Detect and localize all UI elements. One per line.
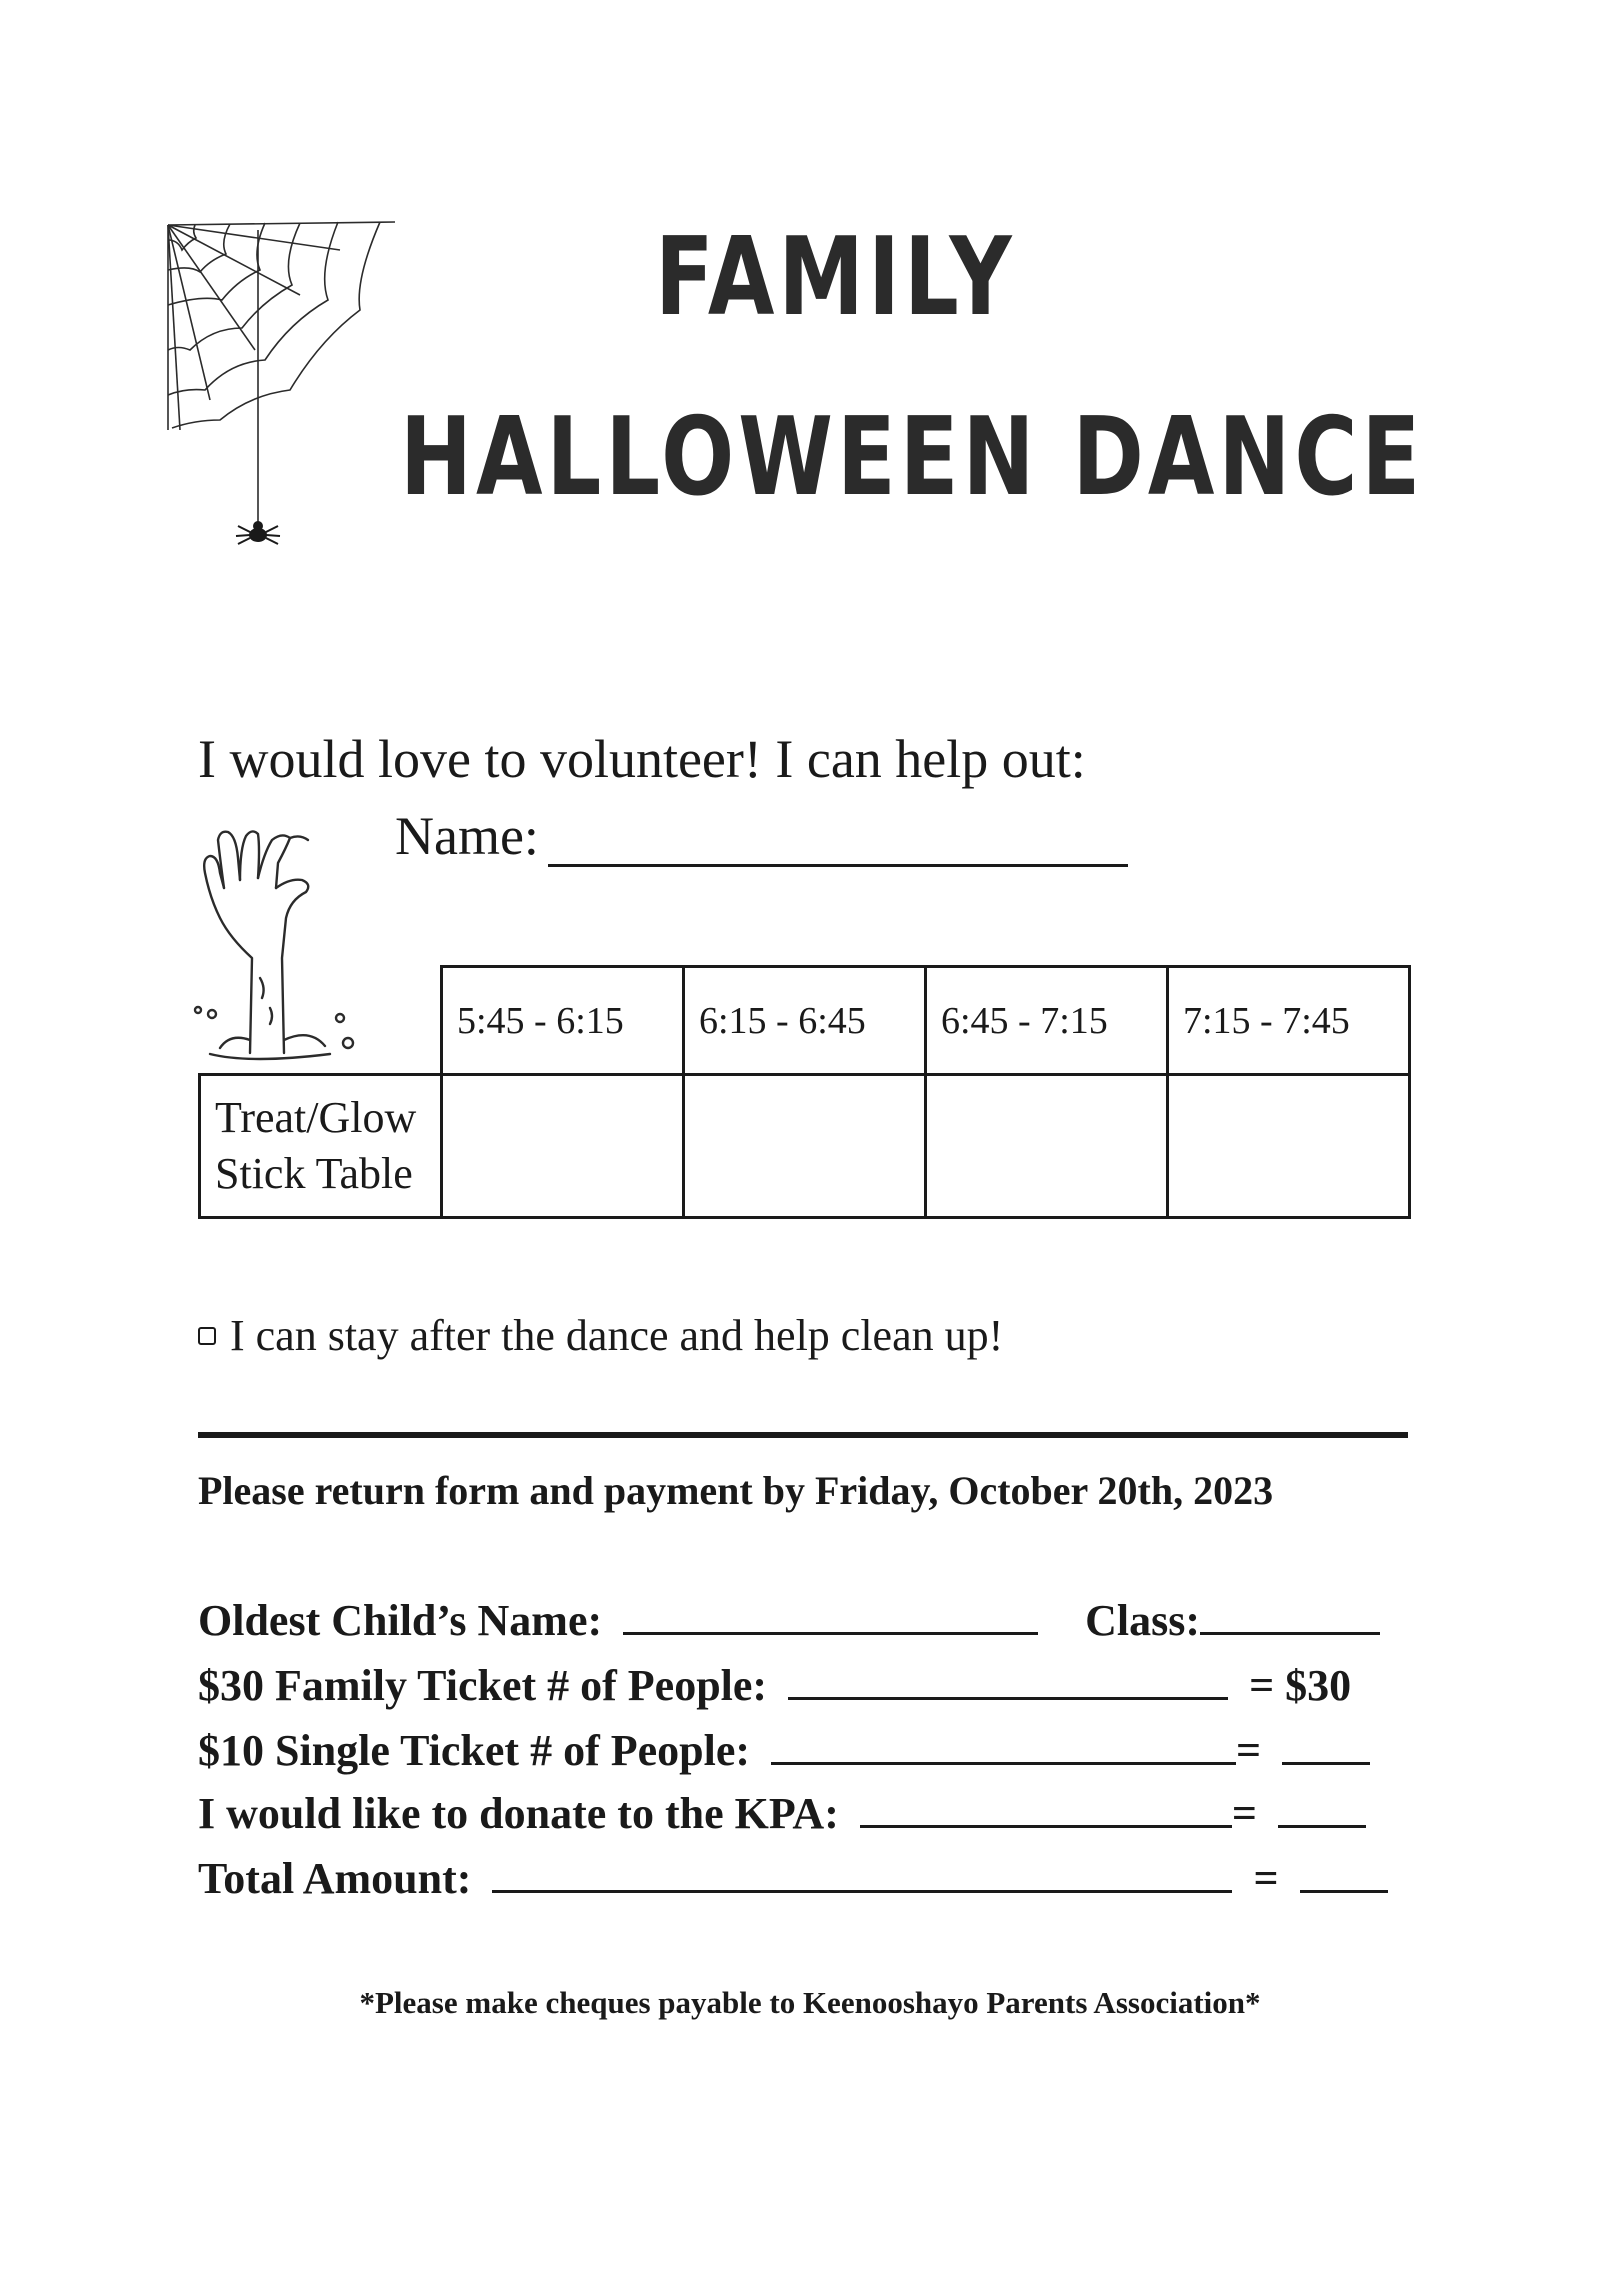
cleanup-label: I can stay after the dance and help clean up! <box>230 1311 1004 1360</box>
oldest-child-label: Oldest Child’s Name: <box>198 1596 603 1645</box>
single-ticket-label: $10 Single Ticket # of People: <box>198 1726 751 1775</box>
name-field[interactable] <box>548 864 1128 867</box>
spider-web-icon <box>160 210 400 550</box>
single-ticket-row <box>198 1725 1370 1776</box>
cleanup-checkbox[interactable] <box>198 1327 216 1345</box>
cleanup-option[interactable] <box>198 1310 1003 1361</box>
divider <box>198 1432 1408 1438</box>
single-ticket-field[interactable] <box>771 1754 1236 1765</box>
shift-cell-1[interactable] <box>442 1075 684 1218</box>
donate-row <box>198 1788 1366 1839</box>
table-row <box>200 1075 1410 1218</box>
shift-cell-4[interactable] <box>1168 1075 1410 1218</box>
oldest-child-field[interactable] <box>623 1624 1038 1635</box>
total-row <box>198 1853 1388 1904</box>
total-label: Total Amount: <box>198 1854 472 1903</box>
donate-amount-field[interactable] <box>1278 1817 1366 1828</box>
time-slot-2: 6:15 - 6:45 <box>684 967 926 1075</box>
total-equals: = <box>1253 1854 1279 1903</box>
family-ticket-total: = $30 <box>1249 1661 1352 1710</box>
oldest-child-row <box>198 1595 1380 1646</box>
row-label-treat-table <box>200 1075 442 1218</box>
class-label: Class: <box>1085 1596 1201 1645</box>
table-header-row <box>200 967 1410 1075</box>
family-ticket-label: $30 Family Ticket # of People: <box>198 1661 768 1710</box>
single-ticket-amount-field[interactable] <box>1282 1754 1370 1765</box>
family-ticket-row <box>198 1660 1351 1711</box>
page-title-line2: HALLOWEEN DANCE <box>400 395 1425 520</box>
name-label: Name: <box>395 806 539 866</box>
class-field[interactable] <box>1200 1624 1380 1635</box>
time-slot-4: 7:15 - 7:45 <box>1168 967 1410 1075</box>
row-label-line1: Treat/Glow <box>215 1093 417 1142</box>
time-slot-3: 6:45 - 7:15 <box>926 967 1168 1075</box>
cheque-note: *Please make cheques payable to Keenooshayo Parents Association* <box>359 1985 1261 2020</box>
donate-field[interactable] <box>860 1817 1232 1828</box>
volunteer-shift-table <box>198 965 1411 1219</box>
shift-cell-2[interactable] <box>684 1075 926 1218</box>
row-label-line2: Stick Table <box>215 1149 413 1198</box>
single-ticket-equals: = <box>1236 1726 1262 1775</box>
total-field[interactable] <box>492 1882 1232 1893</box>
shift-cell-3[interactable] <box>926 1075 1168 1218</box>
family-ticket-field[interactable] <box>788 1689 1228 1700</box>
return-deadline: Please return form and payment by Friday, October 20th, 2023 <box>198 1468 1274 1513</box>
donate-label: I would like to donate to the KPA: <box>198 1789 839 1838</box>
total-amount-field[interactable] <box>1300 1882 1388 1893</box>
table-corner-cell <box>200 967 442 1075</box>
time-slot-1: 5:45 - 6:15 <box>442 967 684 1075</box>
donate-equals: = <box>1231 1789 1257 1838</box>
page-title-line1: FAMILY <box>655 215 1016 340</box>
volunteer-intro: I would love to volunteer! I can help out: <box>198 729 1086 789</box>
